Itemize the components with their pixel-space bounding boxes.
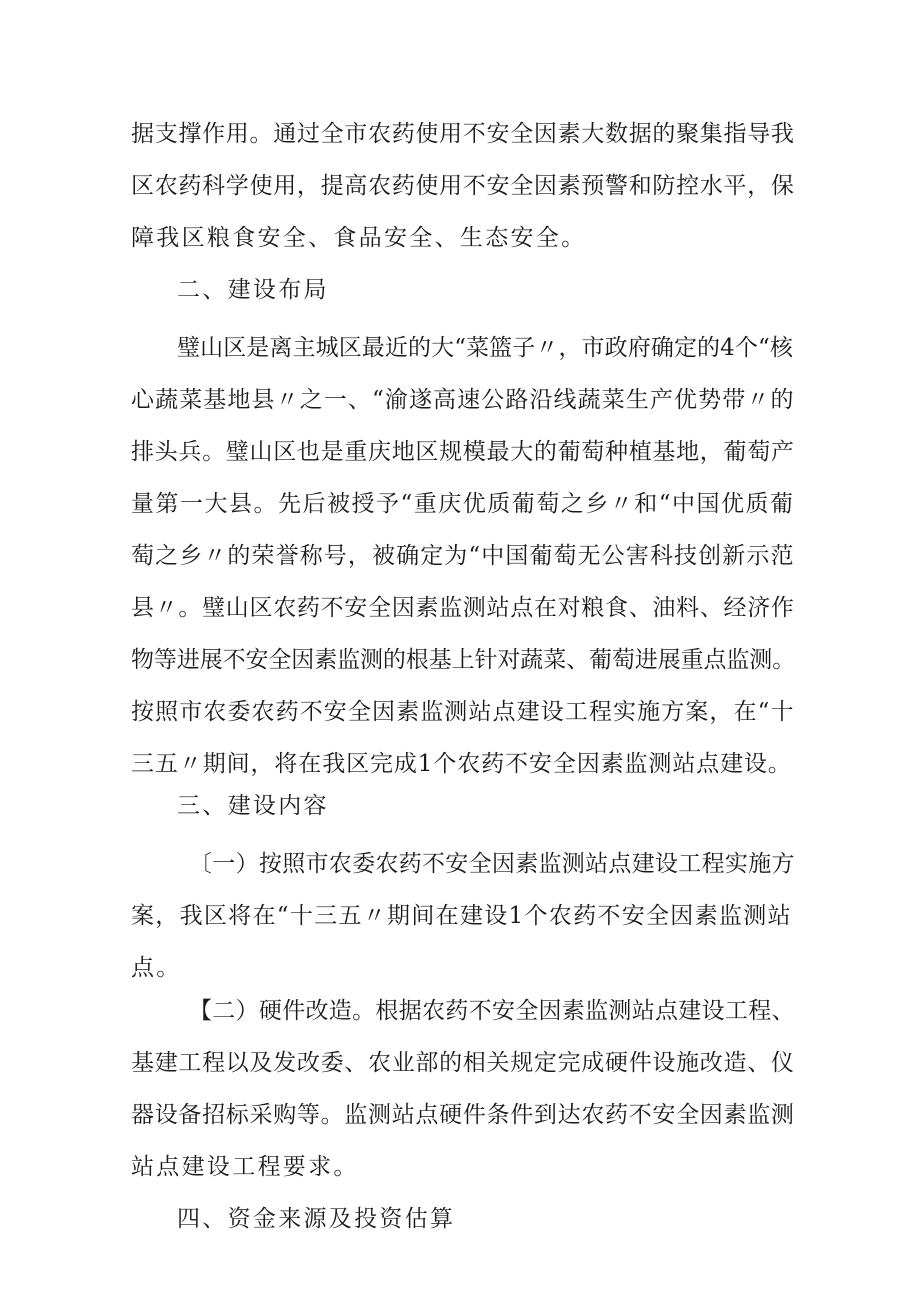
- text-line: 基建工程以及发改委、农业部的相关规定完成硬件设施改造、仪: [131, 1050, 795, 1076]
- content-item-1: [131, 838, 796, 994]
- text-line: 点。: [131, 955, 182, 981]
- section-heading-funding: 四、资金来源及投资估算: [177, 1206, 456, 1232]
- text-line: 〔一）按照市农委农药不安全因素监测站点建设工程实施方: [189, 851, 795, 877]
- text-line: 障我区粮食安全、食品安全、生态安全。: [131, 225, 587, 251]
- text-line: 按照市农委农药不安全因素监测站点建设工程实施方案，在“十: [131, 699, 795, 725]
- text-line: 据支撑作用。通过全市农药使用不安全因素大数据的聚集指导我: [131, 121, 795, 147]
- text-line: 物等进展不安全因素监测的根基上针对蔬菜、葡萄进展重点监测。: [131, 647, 796, 673]
- layout-paragraph: [131, 322, 796, 790]
- content-item-2: [131, 985, 796, 1193]
- section-heading-layout: 二、建设布局: [177, 277, 329, 303]
- text-line: 县〃。璧山区农药不安全因素监测站点在对粮食、油料、经济作: [131, 595, 795, 621]
- text-line: 区农药科学使用，提高农药使用不安全因素预警和防控水平，保: [131, 173, 795, 199]
- text-line: 量第一大县。先后被授予“重庆优质葡萄之乡〃和“中国优质葡: [131, 491, 795, 517]
- text-line: 萄之乡〃的荣誉称号，被确定为“中国葡萄无公害科技创新示范: [131, 543, 795, 569]
- text-line: 璧山区是离主城区最近的大“菜篮子〃，市政府确定的4个“核: [177, 335, 793, 361]
- text-line: 器设备招标采购等。监测站点硬件条件到达农药不安全因素监测: [131, 1102, 795, 1128]
- text-line: 心蔬菜基地县〃之一、“渝遂高速公路沿线蔬菜生产优势带〃的: [131, 387, 795, 413]
- text-line: 排头兵。璧山区也是重庆地区规模最大的葡萄种植基地，葡萄产: [131, 439, 795, 465]
- text-line: 案，我区将在“十三五〃期间在建设1个农药不安全因素监测站: [131, 903, 792, 929]
- text-line: 【二）硬件改造。根据农药不安全因素监测站点建设工程、: [189, 998, 795, 1024]
- text-line: 站点建设工程要求。: [131, 1154, 359, 1180]
- section-heading-content: 三、建设内容: [177, 793, 329, 819]
- intro-paragraph: [131, 108, 796, 264]
- text-line: 三五〃期间，将在我区完成1个农药不安全因素监测站点建设。: [131, 751, 792, 777]
